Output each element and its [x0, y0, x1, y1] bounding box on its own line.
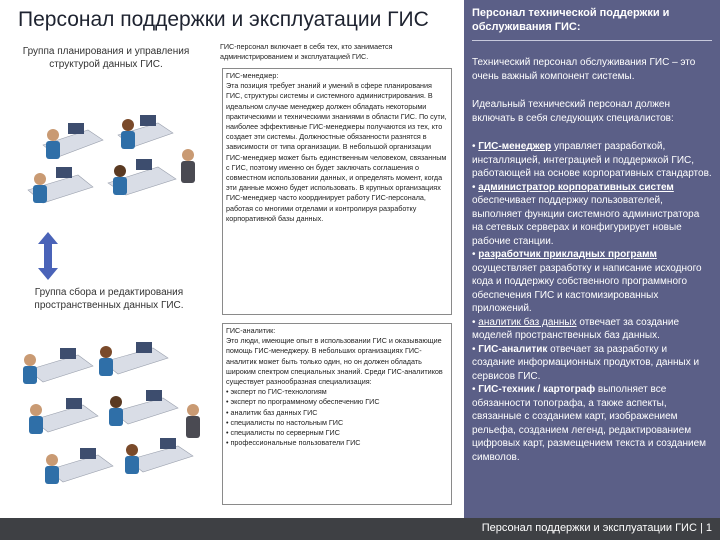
office-workers-illustration: [8, 95, 213, 225]
gis-analyst-text: Это люди, имеющие опыт в использовании ГИС и оказывающие помощь ГИС-менеджеру. В небольших организациях ГИС-аналитик может быть только один, но он должен обладать широким спектром специальных знаний. Среди ГИС-аналитиков существует разнообразная специализация:: [226, 336, 443, 387]
list-item: • специалисты по серверным ГИС: [226, 428, 448, 438]
gis-manager-heading: ГИС-менеджер:: [226, 71, 279, 80]
gis-manager-text: Эта позиция требует знаний и умений в сфере планирования ГИС, структуры системы и системного администрирования. В идеальном случае менеджер должен обладать некоторыми практическими и техническими знаниями в области ГИС. По сути, наиболее эффективные ГИС-менеджеры получаются из тех, кто создает эти системы. Должностные обязанности разнятся в зависимости от типа организации. В небольшой организации ГИС-менеджер может быть единственным человеком, связанным с ГИС, поэтому именно он будет заключать соглашения о совместном использовании данных, и определять момент, когда эти данные можно будет использовать. В крупных организациях ГИС-менеджер часто координирует работу ГИС-персонала, работая со многими отделами и контролируя разработку корпоративной базы данных.: [226, 81, 447, 223]
footer-text: Персонал поддержки и эксплуатации ГИС | 1: [481, 522, 712, 534]
list-item: • эксперт по ГИС-технологиям: [226, 387, 448, 397]
list-item: • эксперт по программному обеспечению ГИС: [226, 397, 448, 407]
list-item: [472, 383, 712, 464]
list-item-text: осуществляет разработку и написание исходного кода и поддержку собственного программного обеспечения ГИС и кастомизированных приложений.: [472, 262, 702, 314]
list-item: • аналитик баз данных ГИС: [226, 408, 448, 418]
list-item-text: управляет разработкой, инсталляцией, интеграцией и поддержкой ГИС, работающей на основе корпоративных стандартов.: [472, 141, 712, 179]
planning-group-caption: Группа планирования и управления структурой данных ГИС.: [22, 46, 190, 70]
footer-bar: [0, 518, 720, 540]
list-item: [472, 316, 712, 343]
side-paragraph-2: Идеальный технический персонал должен включать в себя следующих специалистов:: [472, 99, 674, 124]
list-item: [472, 181, 712, 249]
side-paragraph-1: Технический персонал обслуживания ГИС – это очень важный компонент системы.: [472, 57, 696, 82]
specialists-list: [472, 140, 712, 464]
analyst-specializations-list: [226, 387, 448, 448]
page-title: Персонал поддержки и эксплуатации ГИС: [18, 8, 429, 31]
list-item: • профессиональные пользователи ГИС: [226, 438, 448, 448]
double-arrow-icon: [38, 232, 58, 280]
list-item-text: отвечает за разработку и создание информационных продуктов, данных и сервисов ГИС.: [472, 343, 700, 382]
list-item: [472, 248, 712, 316]
gis-analyst-heading: ГИС-аналитик:: [226, 326, 276, 335]
list-item-term: ГИС-менеджер: [478, 141, 552, 152]
gis-analyst-box: [222, 323, 452, 505]
list-item-term: ГИС-аналитик: [478, 343, 548, 355]
side-panel: [464, 0, 720, 540]
editing-group-caption: Группа сбора и редактирования пространственных данных ГИС.: [34, 287, 184, 311]
list-item-term: ГИС-техник / картограф: [478, 384, 596, 395]
workgroup-illustration: [8, 340, 213, 510]
list-item-term: разработчик прикладных программ: [478, 249, 657, 260]
list-item-text: обеспечивает поддержку пользователей, выполняет функции системного администратора на сетевых серверах и конфигурирует новые рабочие станции.: [472, 195, 700, 247]
side-panel-title: Персонал технической поддержки и обслуживания ГИС:: [472, 7, 670, 33]
intro-text: ГИС-персонал включает в себя тех, кто занимается администрированием и эксплуатацией ГИС.: [220, 42, 393, 61]
list-item-term: аналитик баз данных: [478, 316, 577, 328]
divider: [472, 40, 712, 41]
gis-manager-box: [222, 68, 452, 315]
list-item: • специалисты по настольным ГИС: [226, 418, 448, 428]
specialists-list-wrap: [472, 140, 712, 464]
list-item-text: выполняет все обязанности топографа, а также аспекты, связанные с созданием карт, изображением рельефа, созданием легенд, редактированием цифровых карт, размещением текста и созданием символов.: [472, 384, 707, 463]
list-item-text: отвечает за создание моделей пространственных баз данных.: [472, 316, 680, 341]
list-item: [472, 343, 712, 384]
list-item-term: администратор корпоративных систем: [478, 181, 674, 193]
list-item: [472, 140, 712, 181]
